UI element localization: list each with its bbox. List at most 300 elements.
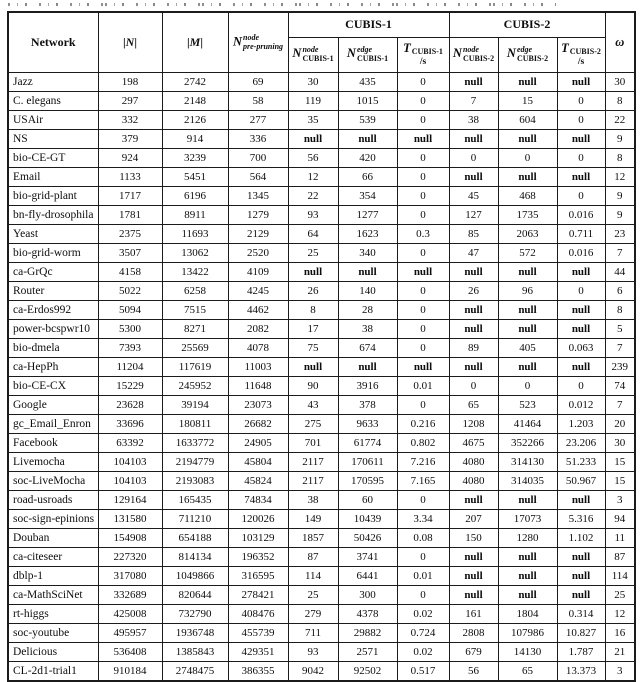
group-header-cubis-2: CUBIS-2 <box>449 12 605 38</box>
value-cell: 25 <box>288 244 338 263</box>
value-cell: 23.206 <box>557 434 605 453</box>
value-cell: 0 <box>498 149 557 168</box>
value-cell: 4109 <box>228 263 288 282</box>
value-cell: null <box>498 491 557 510</box>
value-cell: 420 <box>338 149 397 168</box>
col-header-num-edges: |M| <box>162 12 228 73</box>
value-cell: 33696 <box>98 415 162 434</box>
network-name-cell: Douban <box>8 529 98 548</box>
value-cell: 1277 <box>338 206 397 225</box>
value-cell: 5300 <box>98 320 162 339</box>
value-cell: 0 <box>397 586 449 605</box>
value-cell: 564 <box>228 168 288 187</box>
value-cell: null <box>498 358 557 377</box>
header-group-row <box>8 12 635 38</box>
value-cell: null <box>498 168 557 187</box>
value-cell: 654188 <box>162 529 228 548</box>
network-name-cell: USAir <box>8 111 98 130</box>
value-cell: 7.216 <box>397 453 449 472</box>
table-row <box>8 92 635 111</box>
value-cell: 245952 <box>162 377 228 396</box>
value-cell: 12 <box>288 168 338 187</box>
network-name-cell: ca-citeseer <box>8 548 98 567</box>
value-cell: null <box>557 586 605 605</box>
value-cell: 11693 <box>162 225 228 244</box>
value-cell: 3 <box>605 662 635 682</box>
value-cell: 0.063 <box>557 339 605 358</box>
value-cell: 3741 <box>338 548 397 567</box>
value-cell: 332689 <box>98 586 162 605</box>
value-cell: 170595 <box>338 472 397 491</box>
value-cell: 0.314 <box>557 605 605 624</box>
value-cell: 0.016 <box>557 244 605 263</box>
value-cell: 0.3 <box>397 225 449 244</box>
value-cell: null <box>498 320 557 339</box>
value-cell: 1133 <box>98 168 162 187</box>
value-cell: 23628 <box>98 396 162 415</box>
value-cell: 0 <box>397 396 449 415</box>
value-cell: 711 <box>288 624 338 643</box>
col-header-n-node-cubis2: N node CUBIS-2 <box>449 38 498 73</box>
value-cell: 2126 <box>162 111 228 130</box>
value-cell: 12 <box>605 168 635 187</box>
value-cell: 8 <box>605 92 635 111</box>
value-cell: 0 <box>397 168 449 187</box>
value-cell: 354 <box>338 187 397 206</box>
value-cell: null <box>449 567 498 586</box>
value-cell: 4675 <box>449 434 498 453</box>
value-cell: 300 <box>338 586 397 605</box>
value-cell: 47 <box>449 244 498 263</box>
table-row <box>8 491 635 510</box>
value-cell: 45804 <box>228 453 288 472</box>
value-cell: 7 <box>605 396 635 415</box>
value-cell: 2063 <box>498 225 557 244</box>
value-cell: 3507 <box>98 244 162 263</box>
value-cell: 11204 <box>98 358 162 377</box>
value-cell: 50.967 <box>557 472 605 491</box>
value-cell: null <box>557 548 605 567</box>
value-cell: 1623 <box>338 225 397 244</box>
table-row <box>8 567 635 586</box>
table-row <box>8 244 635 263</box>
value-cell: 85 <box>449 225 498 244</box>
value-cell: 15 <box>605 453 635 472</box>
value-cell: 332 <box>98 111 162 130</box>
value-cell: null <box>557 73 605 92</box>
network-name-cell: Facebook <box>8 434 98 453</box>
value-cell: 30 <box>288 73 338 92</box>
value-cell: 0 <box>397 282 449 301</box>
value-cell: 22 <box>288 187 338 206</box>
table-row <box>8 510 635 529</box>
value-cell: 2148 <box>162 92 228 111</box>
value-cell: 4078 <box>228 339 288 358</box>
value-cell: 386355 <box>228 662 288 682</box>
value-cell: 15 <box>605 472 635 491</box>
value-cell: 35 <box>288 111 338 130</box>
value-cell: 127 <box>449 206 498 225</box>
network-name-cell: bio-grid-worm <box>8 244 98 263</box>
table-row <box>8 149 635 168</box>
value-cell: 0 <box>557 149 605 168</box>
value-cell: 7 <box>605 244 635 263</box>
col-header-n-edge-cubis1: N edge CUBIS-1 <box>338 38 397 73</box>
value-cell: 0.711 <box>557 225 605 244</box>
network-name-cell: CL-2d1-trial1 <box>8 662 98 682</box>
value-cell: 408476 <box>228 605 288 624</box>
value-cell: 44 <box>605 263 635 282</box>
value-cell: 7.165 <box>397 472 449 491</box>
network-name-cell: Google <box>8 396 98 415</box>
value-cell: 429351 <box>228 643 288 662</box>
value-cell: null <box>449 491 498 510</box>
col-header-num-nodes: |N| <box>98 12 162 73</box>
value-cell: null <box>498 586 557 605</box>
value-cell: 114 <box>605 567 635 586</box>
value-cell: 0 <box>397 301 449 320</box>
value-cell: 0 <box>498 377 557 396</box>
table-row <box>8 377 635 396</box>
value-cell: 65 <box>449 396 498 415</box>
value-cell: 56 <box>288 149 338 168</box>
value-cell: null <box>557 358 605 377</box>
network-name-cell: gc_Email_Enron <box>8 415 98 434</box>
value-cell: 0 <box>397 73 449 92</box>
table-row <box>8 73 635 92</box>
value-cell: 65 <box>498 662 557 682</box>
network-name-cell: bio-CE-GT <box>8 149 98 168</box>
value-cell: 26 <box>288 282 338 301</box>
value-cell: 0 <box>557 111 605 130</box>
value-cell: 21 <box>605 643 635 662</box>
value-cell: 316595 <box>228 567 288 586</box>
value-cell: null <box>449 301 498 320</box>
value-cell: 13062 <box>162 244 228 263</box>
value-cell: 10439 <box>338 510 397 529</box>
network-name-cell: soc-youtube <box>8 624 98 643</box>
value-cell: 8911 <box>162 206 228 225</box>
value-cell: 66 <box>338 168 397 187</box>
value-cell: 701 <box>288 434 338 453</box>
value-cell: 29882 <box>338 624 397 643</box>
value-cell: 61774 <box>338 434 397 453</box>
value-cell: 279 <box>288 605 338 624</box>
value-cell: 1781 <box>98 206 162 225</box>
value-cell: 732790 <box>162 605 228 624</box>
value-cell: null <box>338 358 397 377</box>
value-cell: null <box>557 130 605 149</box>
value-cell: null <box>449 73 498 92</box>
value-cell: 13422 <box>162 263 228 282</box>
network-name-cell: Email <box>8 168 98 187</box>
col-header-time-cubis2: TCUBIS-2 /s <box>557 38 605 73</box>
value-cell: 104103 <box>98 472 162 491</box>
value-cell: null <box>557 320 605 339</box>
value-cell: 2193083 <box>162 472 228 491</box>
value-cell: 117619 <box>162 358 228 377</box>
value-cell: 277 <box>228 111 288 130</box>
value-cell: 572 <box>498 244 557 263</box>
value-cell: 435 <box>338 73 397 92</box>
value-cell: 23073 <box>228 396 288 415</box>
table-row <box>8 130 635 149</box>
value-cell: 69 <box>228 73 288 92</box>
value-cell: 1385843 <box>162 643 228 662</box>
table-row <box>8 263 635 282</box>
value-cell: 352266 <box>498 434 557 453</box>
value-cell: null <box>557 301 605 320</box>
value-cell: 90 <box>288 377 338 396</box>
value-cell: 6258 <box>162 282 228 301</box>
value-cell: 8 <box>605 149 635 168</box>
value-cell: 56 <box>449 662 498 682</box>
table-row <box>8 643 635 662</box>
value-cell: 536408 <box>98 643 162 662</box>
value-cell: 103129 <box>228 529 288 548</box>
value-cell: 0 <box>397 491 449 510</box>
value-cell: 4080 <box>449 453 498 472</box>
table-row <box>8 415 635 434</box>
value-cell: 278421 <box>228 586 288 605</box>
value-cell: 8 <box>605 301 635 320</box>
value-cell: 314035 <box>498 472 557 491</box>
value-cell: 1717 <box>98 187 162 206</box>
value-cell: 8 <box>288 301 338 320</box>
value-cell: 5.316 <box>557 510 605 529</box>
network-name-cell: soc-LiveMocha <box>8 472 98 491</box>
value-cell: 378 <box>338 396 397 415</box>
value-cell: 924 <box>98 149 162 168</box>
network-name-cell: dblp-1 <box>8 567 98 586</box>
network-name-cell: bio-grid-plant <box>8 187 98 206</box>
value-cell: 227320 <box>98 548 162 567</box>
value-cell: 9 <box>605 130 635 149</box>
value-cell: 0 <box>449 377 498 396</box>
value-cell: 6441 <box>338 567 397 586</box>
value-cell: 1345 <box>228 187 288 206</box>
table-row <box>8 206 635 225</box>
value-cell: 0.216 <box>397 415 449 434</box>
value-cell: 11648 <box>228 377 288 396</box>
value-cell: 340 <box>338 244 397 263</box>
value-cell: 2520 <box>228 244 288 263</box>
value-cell: 0.02 <box>397 643 449 662</box>
value-cell: 604 <box>498 111 557 130</box>
value-cell: null <box>449 548 498 567</box>
value-cell: 64 <box>288 225 338 244</box>
table-row <box>8 624 635 643</box>
value-cell: 93 <box>288 643 338 662</box>
value-cell: 1936748 <box>162 624 228 643</box>
value-cell: 120026 <box>228 510 288 529</box>
value-cell: 170611 <box>338 453 397 472</box>
network-name-cell: Router <box>8 282 98 301</box>
value-cell: 1804 <box>498 605 557 624</box>
col-header-time-cubis1: TCUBIS-1 /s <box>397 38 449 73</box>
value-cell: 0.08 <box>397 529 449 548</box>
value-cell: 1.203 <box>557 415 605 434</box>
value-cell: 910184 <box>98 662 162 682</box>
value-cell: 5094 <box>98 301 162 320</box>
value-cell: 2748475 <box>162 662 228 682</box>
col-header-n-node-cubis1: N node CUBIS-1 <box>288 38 338 73</box>
value-cell: 25 <box>605 586 635 605</box>
value-cell: 58 <box>228 92 288 111</box>
value-cell: 7 <box>449 92 498 111</box>
value-cell: 24905 <box>228 434 288 453</box>
value-cell: 10.827 <box>557 624 605 643</box>
network-name-cell: C. elegans <box>8 92 98 111</box>
value-cell: 28 <box>338 301 397 320</box>
value-cell: 914 <box>162 130 228 149</box>
value-cell: 131580 <box>98 510 162 529</box>
value-cell: 30 <box>605 73 635 92</box>
value-cell: null <box>498 548 557 567</box>
network-name-cell: Yeast <box>8 225 98 244</box>
value-cell: 38 <box>449 111 498 130</box>
value-cell: 114 <box>288 567 338 586</box>
value-cell: 87 <box>288 548 338 567</box>
value-cell: 51.233 <box>557 453 605 472</box>
value-cell: 75 <box>288 339 338 358</box>
value-cell: 207 <box>449 510 498 529</box>
table-row <box>8 586 635 605</box>
value-cell: 129164 <box>98 491 162 510</box>
value-cell: 140 <box>338 282 397 301</box>
table-row <box>8 548 635 567</box>
value-cell: 92502 <box>338 662 397 682</box>
value-cell: 405 <box>498 339 557 358</box>
network-name-cell: Jazz <box>8 73 98 92</box>
value-cell: 1279 <box>228 206 288 225</box>
col-header-omega: ω <box>605 12 635 73</box>
table-row <box>8 111 635 130</box>
value-cell: 0 <box>397 548 449 567</box>
value-cell: 13.373 <box>557 662 605 682</box>
value-cell: 336 <box>228 130 288 149</box>
value-cell: 4080 <box>449 472 498 491</box>
cropped-caption-line <box>8 1 556 6</box>
value-cell: 165435 <box>162 491 228 510</box>
value-cell: 425008 <box>98 605 162 624</box>
table-row <box>8 358 635 377</box>
value-cell: null <box>557 168 605 187</box>
table-body <box>8 73 635 682</box>
value-cell: 674 <box>338 339 397 358</box>
table-row <box>8 339 635 358</box>
value-cell: 523 <box>498 396 557 415</box>
value-cell: 820644 <box>162 586 228 605</box>
value-cell: null <box>498 567 557 586</box>
value-cell: 5022 <box>98 282 162 301</box>
group-header-cubis-1: CUBIS-1 <box>288 12 449 38</box>
value-cell: 0.016 <box>557 206 605 225</box>
value-cell: 17073 <box>498 510 557 529</box>
value-cell: 239 <box>605 358 635 377</box>
value-cell: 679 <box>449 643 498 662</box>
table-row <box>8 301 635 320</box>
network-name-cell: Delicious <box>8 643 98 662</box>
value-cell: 154908 <box>98 529 162 548</box>
value-cell: 39194 <box>162 396 228 415</box>
value-cell: 2808 <box>449 624 498 643</box>
table-row <box>8 472 635 491</box>
value-cell: 11 <box>605 529 635 548</box>
table-row <box>8 320 635 339</box>
value-cell: 9042 <box>288 662 338 682</box>
value-cell: 12 <box>605 605 635 624</box>
value-cell: null <box>338 130 397 149</box>
value-cell: 1735 <box>498 206 557 225</box>
value-cell: 23 <box>605 225 635 244</box>
value-cell: 5451 <box>162 168 228 187</box>
value-cell: 0.01 <box>397 567 449 586</box>
value-cell: null <box>449 168 498 187</box>
network-name-cell: ca-Erdos992 <box>8 301 98 320</box>
value-cell: 38 <box>288 491 338 510</box>
value-cell: null <box>557 491 605 510</box>
value-cell: null <box>449 586 498 605</box>
value-cell: 0.01 <box>397 377 449 396</box>
value-cell: 2117 <box>288 453 338 472</box>
value-cell: null <box>449 130 498 149</box>
value-cell: 9 <box>605 187 635 206</box>
value-cell: 60 <box>338 491 397 510</box>
value-cell: 9633 <box>338 415 397 434</box>
value-cell: 4378 <box>338 605 397 624</box>
value-cell: 0 <box>397 92 449 111</box>
value-cell: 3.34 <box>397 510 449 529</box>
value-cell: 41464 <box>498 415 557 434</box>
value-cell: 16 <box>605 624 635 643</box>
value-cell: 94 <box>605 510 635 529</box>
network-name-cell: NS <box>8 130 98 149</box>
value-cell: 2117 <box>288 472 338 491</box>
value-cell: null <box>557 567 605 586</box>
value-cell: 275 <box>288 415 338 434</box>
value-cell: 8271 <box>162 320 228 339</box>
value-cell: 0 <box>397 320 449 339</box>
value-cell: null <box>338 263 397 282</box>
value-cell: 22 <box>605 111 635 130</box>
value-cell: 539 <box>338 111 397 130</box>
network-name-cell: power-bcspwr10 <box>8 320 98 339</box>
value-cell: 93 <box>288 206 338 225</box>
value-cell: 6196 <box>162 187 228 206</box>
table-row <box>8 225 635 244</box>
benchmark-results-table <box>7 11 636 682</box>
value-cell: 0.012 <box>557 396 605 415</box>
value-cell: null <box>449 320 498 339</box>
value-cell: 5 <box>605 320 635 339</box>
value-cell: 1049866 <box>162 567 228 586</box>
value-cell: 150 <box>449 529 498 548</box>
value-cell: 297 <box>98 92 162 111</box>
value-cell: 30 <box>605 434 635 453</box>
network-name-cell: rt-higgs <box>8 605 98 624</box>
network-name-cell: Livemocha <box>8 453 98 472</box>
value-cell: 0 <box>557 187 605 206</box>
value-cell: 4158 <box>98 263 162 282</box>
value-cell: 74 <box>605 377 635 396</box>
value-cell: null <box>498 301 557 320</box>
value-cell: 96 <box>498 282 557 301</box>
value-cell: 1857 <box>288 529 338 548</box>
value-cell: 0 <box>397 149 449 168</box>
value-cell: 379 <box>98 130 162 149</box>
value-cell: 4462 <box>228 301 288 320</box>
